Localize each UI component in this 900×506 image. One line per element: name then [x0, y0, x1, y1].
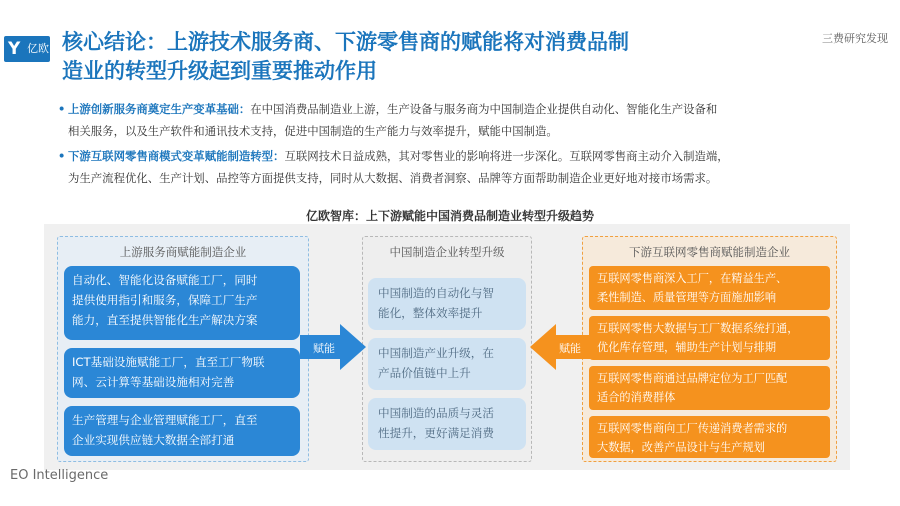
downstream-item-brand	[589, 366, 830, 410]
item-line: ICT基础设施赋能工厂，直至工厂物联	[72, 355, 265, 369]
item-line: 生产管理与企业管理赋能工厂，直至	[72, 413, 258, 427]
upstream-item-ict	[64, 348, 300, 398]
item-line: 互联网零售商向工厂传递消费者需求的	[597, 422, 788, 435]
upstream-item-management	[64, 406, 300, 456]
logo-text: 亿欧	[27, 42, 49, 55]
bullet-text: 互联网技术日益成熟，其对零售业的影响将进一步深化。互联网零售商主动介入制造端，	[284, 149, 729, 163]
brand-logo	[4, 36, 50, 62]
item-line: 企业实现供应链大数据全部打通	[72, 433, 235, 447]
bullet-lead: 上游创新服务商奠定生产变革基础：	[68, 102, 251, 116]
page-title	[62, 28, 722, 86]
footer-brand: EO Intelligence	[10, 468, 109, 483]
bullet-text-cont: 为生产流程优化、生产计划、品控等方面提供支持，同时从大数据、消费者洞察、品牌等方面帮助制造企业更好地对接市场需求。	[68, 171, 718, 185]
bullet-downstream	[58, 145, 858, 189]
item-line: 互联网零售商通过品牌定位为工厂匹配	[597, 372, 788, 385]
bullet-upstream	[58, 98, 858, 142]
item-line: 自动化、智能化设备赋能工厂，同时	[72, 273, 258, 287]
item-line: 大数据，改善产品设计与生产规划	[597, 441, 765, 454]
item-line: 提供使用指引和服务，保障工厂生产	[72, 293, 258, 307]
diagram-title: 亿欧智库：上下游赋能中国消费品制造业转型升级趋势	[305, 209, 594, 223]
downstream-item-data	[589, 316, 830, 360]
item-line: 能化，整体效率提升	[378, 306, 483, 320]
item-line: 网、云计算等基础设施相对完善	[72, 375, 235, 389]
downstream-heading: 下游互联网零售商赋能制造企业	[629, 245, 790, 259]
logo-glyph: Y	[8, 39, 21, 59]
item-line: 优化库存管理，辅助生产计划与排期	[597, 341, 777, 354]
title-line-1: 核心结论：上游技术服务商、下游零售商的赋能将对消费品制	[62, 30, 629, 54]
bullet-lead: 下游互联网零售商模式变革赋能制造转型：	[68, 149, 285, 163]
transformation-item-value-chain	[368, 338, 526, 390]
bullet-dot-icon: •	[58, 102, 66, 116]
item-line: 适合的消费群体	[597, 391, 676, 404]
item-line: 产品价值链中上升	[378, 366, 471, 380]
item-line: 性提升，更好满足消费	[378, 426, 494, 440]
bullet-dot-icon: •	[58, 149, 66, 163]
item-line: 中国制造的品质与灵活	[378, 406, 494, 420]
arrow-label-right: 赋能	[559, 342, 581, 355]
arrow-label-left: 赋能	[313, 342, 335, 355]
title-line-2: 造业的转型升级起到重要推动作用	[62, 59, 377, 83]
bullet-text-cont: 相关服务，以及生产软件和通讯技术支持，促进中国制造的生产能力与效率提升，赋能中国制造。	[68, 124, 558, 138]
item-line: 中国制造产业升级，在	[378, 346, 494, 360]
item-line: 互联网零售商深入工厂，在精益生产、	[597, 272, 788, 285]
upstream-heading: 上游服务商赋能制造企业	[119, 245, 247, 259]
item-line: 互联网零售大数据与工厂数据系统打通，	[597, 322, 799, 335]
item-line: 能力，直至提供智能化生产解决方案	[72, 313, 258, 327]
category-label: 三费研究发现	[822, 32, 888, 45]
transformation-item-quality	[368, 398, 526, 450]
downstream-item-demand	[589, 416, 830, 458]
bullet-text: 在中国消费品制造业上游，生产设备与服务商为中国制造企业提供自动化、智能化生产设备和	[250, 102, 718, 116]
item-line: 中国制造的自动化与智	[378, 286, 494, 300]
downstream-item-factory	[589, 266, 830, 310]
transformation-heading: 中国制造企业转型升级	[389, 245, 505, 259]
item-line: 柔性制造、质量管理等方面施加影响	[597, 291, 777, 304]
upstream-item-automation	[64, 266, 300, 340]
transformation-item-efficiency	[368, 278, 526, 330]
